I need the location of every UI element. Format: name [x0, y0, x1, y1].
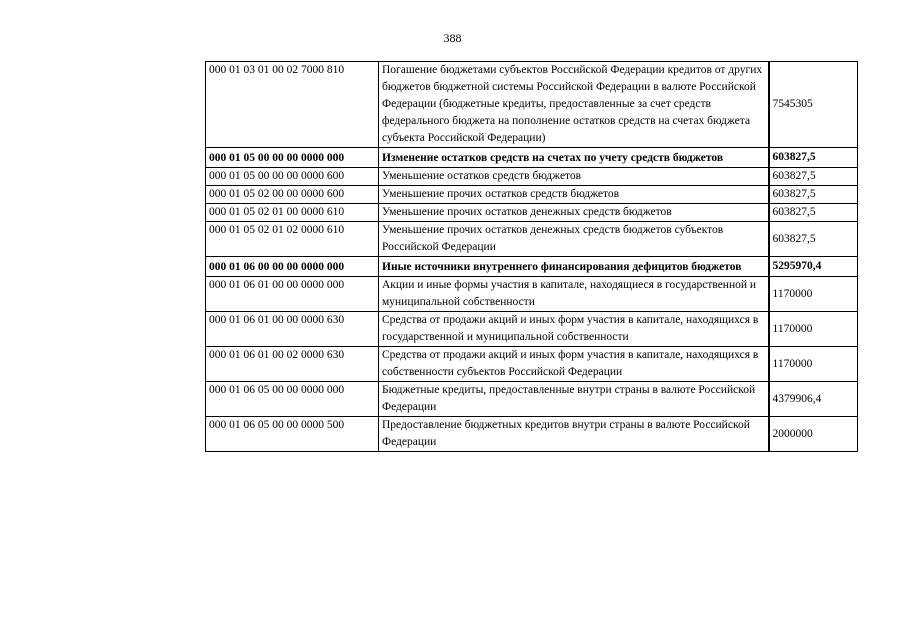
budget-sources-table [205, 61, 858, 452]
item-name-cell: Иные источники внутреннего финансирования дефицитов бюджетов [379, 257, 769, 277]
item-name-cell: Предоставление бюджетных кредитов внутри страны в валюте Российской Федерации [379, 417, 769, 452]
table-row [206, 186, 858, 204]
item-name-cell: Уменьшение прочих остатков средств бюджетов [379, 186, 769, 204]
budget-code-cell: 000 01 06 05 00 00 0000 500 [206, 417, 379, 452]
budget-code-cell: 000 01 05 02 00 00 0000 600 [206, 186, 379, 204]
budget-code-cell: 000 01 05 00 00 00 0000 000 [206, 148, 379, 168]
amount-cell: 603827,5 [769, 204, 858, 222]
item-name-cell: Акции и иные формы участия в капитале, находящиеся в государственной и муниципальной собственности [379, 277, 769, 312]
amount-cell: 1170000 [769, 312, 858, 347]
table-row [206, 312, 858, 347]
amount-cell: 603827,5 [769, 222, 858, 257]
amount-cell: 5295970,4 [769, 257, 858, 277]
item-name-cell: Средства от продажи акций и иных форм участия в капитале, находящихся в государственной и муниципальной собственности [379, 312, 769, 347]
budget-code-cell: 000 01 03 01 00 02 7000 810 [206, 62, 379, 148]
item-name-cell: Уменьшение прочих остатков денежных средств бюджетов субъектов Российской Федерации [379, 222, 769, 257]
amount-cell: 2000000 [769, 417, 858, 452]
table-row [206, 62, 858, 148]
budget-code-cell: 000 01 05 02 01 02 0000 610 [206, 222, 379, 257]
amount-cell: 4379906,4 [769, 382, 858, 417]
budget-code-cell: 000 01 06 01 00 00 0000 000 [206, 277, 379, 312]
table-row [206, 277, 858, 312]
item-name-cell: Бюджетные кредиты, предоставленные внутри страны в валюте Российской Федерации [379, 382, 769, 417]
table-row [206, 347, 858, 382]
budget-code-cell: 000 01 05 00 00 00 0000 600 [206, 168, 379, 186]
amount-cell: 603827,5 [769, 186, 858, 204]
item-name-cell: Погашение бюджетами субъектов Российской Федерации кредитов от других бюджетов бюджетной системы Российской Федерации в валюте Российской Федерации (бюджетные кредиты, предоставленные за счет средств федерального бюджета на пополнение остатков средств на счетах бюджета субъекта Российской Федерации) [379, 62, 769, 148]
budget-code-cell: 000 01 06 05 00 00 0000 000 [206, 382, 379, 417]
amount-cell: 1170000 [769, 347, 858, 382]
table-row [206, 382, 858, 417]
budget-code-cell: 000 01 06 00 00 00 0000 000 [206, 257, 379, 277]
item-name-cell: Уменьшение остатков средств бюджетов [379, 168, 769, 186]
item-name-cell: Изменение остатков средств на счетах по учету средств бюджетов [379, 148, 769, 168]
amount-cell: 603827,5 [769, 148, 858, 168]
page-number: 388 [443, 31, 462, 45]
table-row [206, 204, 858, 222]
item-name-cell: Уменьшение прочих остатков денежных средств бюджетов [379, 204, 769, 222]
budget-code-cell: 000 01 06 01 00 00 0000 630 [206, 312, 379, 347]
table-row [206, 417, 858, 452]
table-row [206, 257, 858, 277]
table-body [206, 62, 858, 452]
table-row [206, 222, 858, 257]
table-row [206, 168, 858, 186]
table-row [206, 148, 858, 168]
amount-cell: 7545305 [769, 62, 858, 148]
budget-code-cell: 000 01 05 02 01 00 0000 610 [206, 204, 379, 222]
amount-cell: 1170000 [769, 277, 858, 312]
amount-cell: 603827,5 [769, 168, 858, 186]
item-name-cell: Средства от продажи акций и иных форм участия в капитале, находящихся в собственности субъектов Российской Федерации [379, 347, 769, 382]
budget-code-cell: 000 01 06 01 00 02 0000 630 [206, 347, 379, 382]
